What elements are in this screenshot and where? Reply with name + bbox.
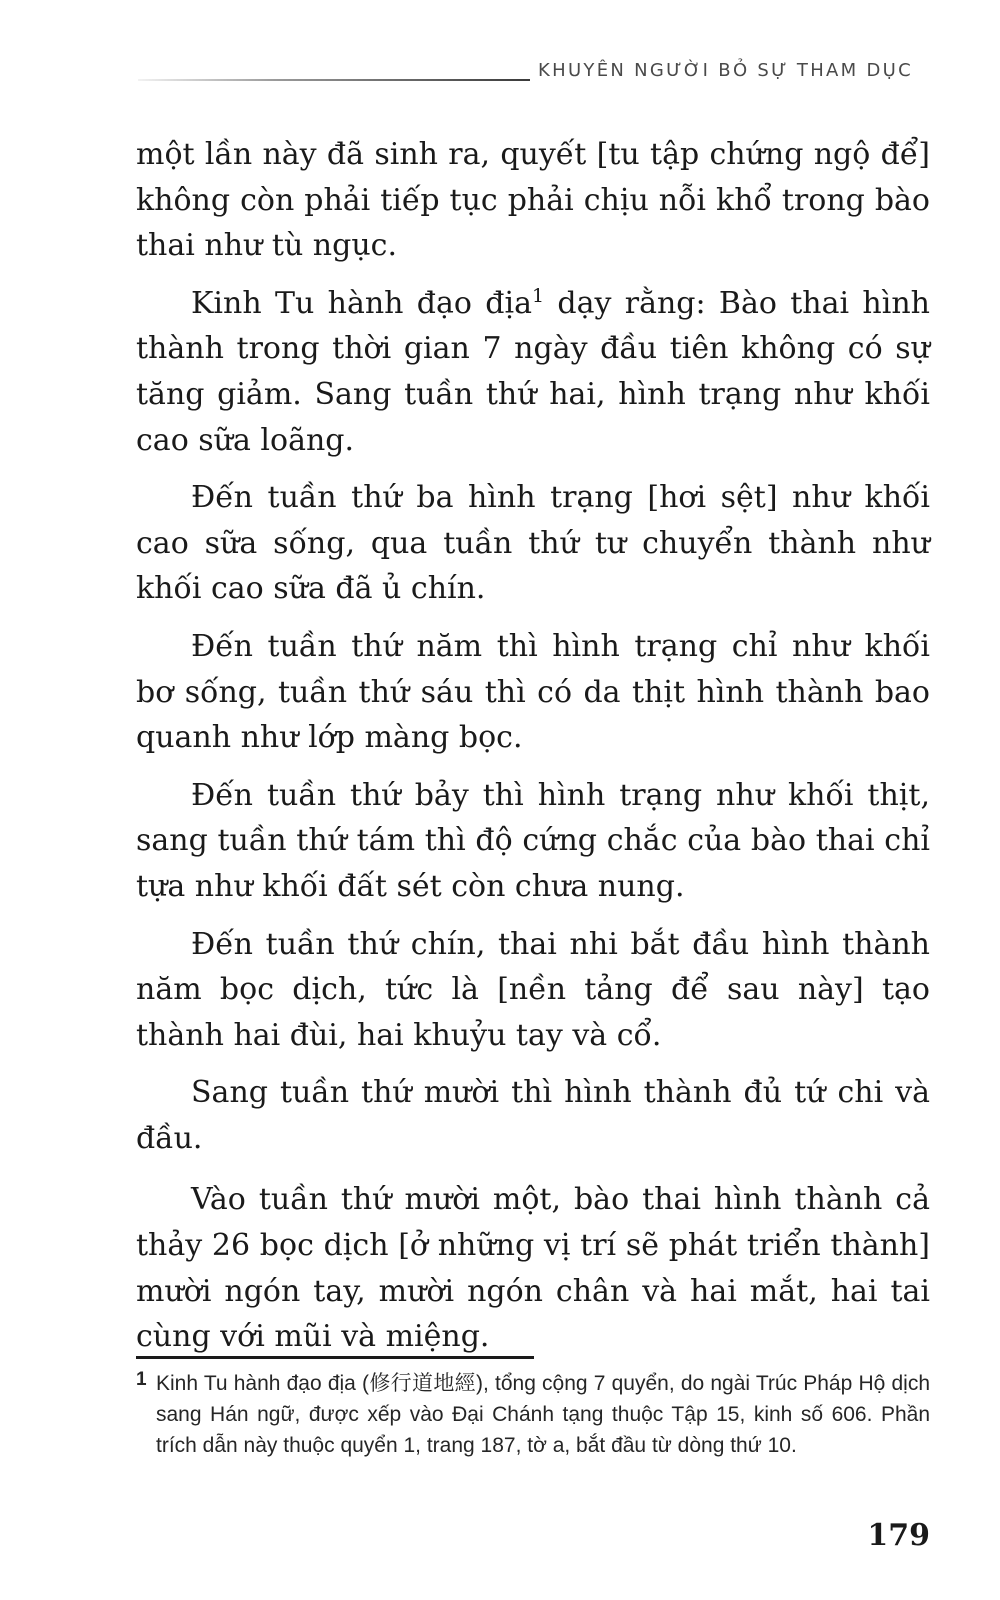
footnote-reference[interactable]: 1 [531,284,545,307]
paragraph-2 [136,281,930,463]
footnote-number: 1 [136,1369,147,1390]
paragraph-2-start: Kinh Tu hành đạo địa [191,285,532,321]
footnote-text: Kinh Tu hành đạo địa (修行道地經), tổng cộng 7 quyển, do ngài Trúc Pháp Hộ dịch sang Hán ngữ, được xếp vào Đại Chánh tạng thuộc Tập 15, kinh số 606. Phần trích dẫn này thuộc quyển 1, trang 187, tờ a, bắt đầu từ dòng thứ 10. [156,1372,930,1457]
paragraph-4: Đến tuần thứ năm thì hình trạng chỉ như khối bơ sống, tuần thứ sáu thì có da thịt hình thành bao quanh như lớp màng bọc. [136,628,930,756]
paragraph-8: Vào tuần thứ mười một, bào thai hình thành cả thảy 26 bọc dịch [ở những vị trí sẽ phát triển thành] mười ngón tay, mười ngón chân và hai mắt, hai tai cùng với mũi và miệng. [136,1182,930,1355]
paragraph-1: một lần này đã sinh ra, quyết [tu tập chứng ngộ để] không còn phải tiếp tục phải chịu nỗi khổ trong bào thai như tù ngục. [136,137,930,264]
paragraph-6: Đến tuần thứ chín, thai nhi bắt đầu hình thành năm bọc dịch, tức là [nền tảng để sau này] tạo thành hai đùi, hai khuỷu tay và cổ. [136,926,930,1053]
paragraph-5: Đến tuần thứ bảy thì hình trạng như khối thịt, sang tuần thứ tám thì độ cứng chắc của bào thai chỉ tựa như khối đất sét còn chưa nung. [136,777,930,904]
paragraph-2-rest: dạy rằng: Bào thai hình thành trong thời gian 7 ngày đầu tiên không có sự tăng giảm. Sang tuần thứ hai, hình trạng như khối cao sữa loãng. [136,285,930,458]
body-text [136,132,930,1360]
running-head: KHUYÊN NGƯỜI BỎ SỰ THAM DỤC [538,60,914,81]
page-number: 179 [867,1518,930,1553]
footnote [136,1368,930,1461]
paragraph-7: Sang tuần thứ mười thì hình thành đủ tứ chi và đầu. [136,1075,930,1156]
header-rule [138,79,530,81]
paragraph-3: Đến tuần thứ ba hình trạng [hơi sệt] như khối cao sữa sống, qua tuần thứ tư chuyển thành như khối cao sữa đã ủ chín. [136,480,930,607]
footnote-rule [136,1356,534,1359]
